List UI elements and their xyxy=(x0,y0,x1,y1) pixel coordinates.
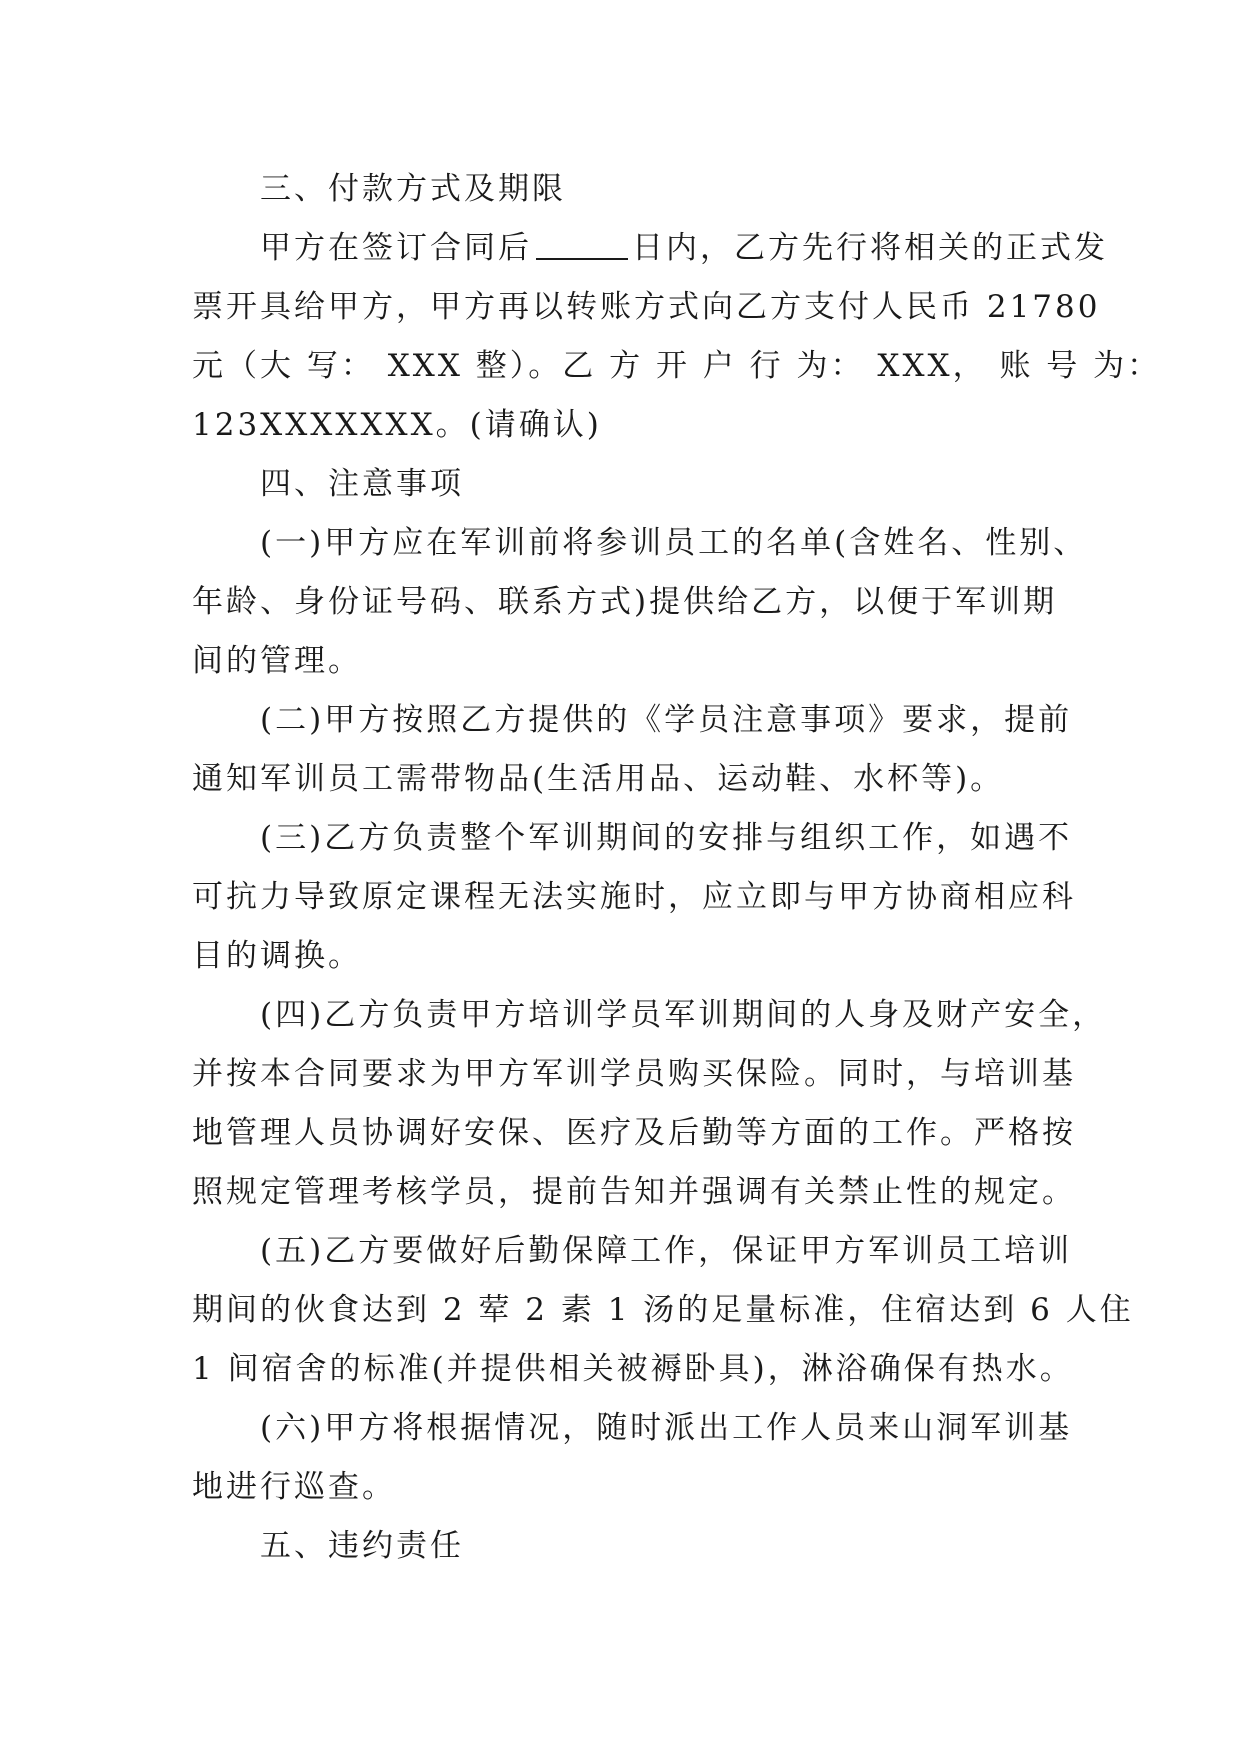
item-3-line-3: 目的调换。 xyxy=(192,938,362,974)
section-3-paragraph-line-2: 票开具给甲方，甲方再以转账方式向乙方支付人民币 21780 xyxy=(192,289,1101,325)
document-page xyxy=(192,160,1162,1576)
item-1-line-1: (一)甲方应在军训前将参训员工的名单(含姓名、性别、 xyxy=(260,525,1088,561)
item-1-line-3: 间的管理。 xyxy=(192,643,362,679)
item-3-line-1: (三)乙方负责整个军训期间的安排与组织工作，如遇不 xyxy=(260,820,1073,856)
text-after-blank: 日内，乙方先行将相关的正式发 xyxy=(632,230,1108,266)
section-4-title: 四、注意事项 xyxy=(260,466,464,502)
item-1-line-2: 年龄、身份证号码、联系方式)提供给乙方，以便于军训期 xyxy=(192,584,1058,620)
days-blank-field xyxy=(536,224,628,260)
item-6-line-2: 地进行巡查。 xyxy=(192,1469,396,1505)
item-4-line-3: 地管理人员协调好安保、医疗及后勤等方面的工作。严格按 xyxy=(192,1115,1076,1151)
item-4-line-2: 并按本合同要求为甲方军训学员购买保险。同时，与培训基 xyxy=(192,1056,1076,1092)
item-2-line-1: (二)甲方按照乙方提供的《学员注意事项》要求，提前 xyxy=(260,702,1073,738)
item-5-line-3: 1 间宿舍的标准(并提供相关被褥卧具)，淋浴确保有热水。 xyxy=(192,1351,1074,1387)
item-6-line-1: (六)甲方将根据情况，随时派出工作人员来山洞军训基 xyxy=(260,1410,1073,1446)
item-5-line-1: (五)乙方要做好后勤保障工作，保证甲方军训员工培训 xyxy=(260,1233,1073,1269)
item-2-line-2: 通知军训员工需带物品(生活用品、运动鞋、水杯等)。 xyxy=(192,761,1005,797)
section-3-paragraph-line-3: 元（大 写： XXX 整）。乙 方 开 户 行 为： XXX， 账 号 为： xyxy=(192,348,1162,384)
section-3-paragraph-line-1 xyxy=(192,219,1108,278)
section-3-title: 三、付款方式及期限 xyxy=(260,171,566,207)
item-4-line-1: (四)乙方负责甲方培训学员军训期间的人身及财产安全， xyxy=(260,997,1107,1033)
section-5-title: 五、违约责任 xyxy=(260,1528,464,1564)
section-3-paragraph-line-4: 123XXXXXXX。(请确认) xyxy=(192,407,602,443)
item-4-line-4: 照规定管理考核学员，提前告知并强调有关禁止性的规定。 xyxy=(192,1174,1076,1210)
text-before-blank: 甲方在签订合同后 xyxy=(260,230,532,266)
item-5-line-2: 期间的伙食达到 2 荤 2 素 1 汤的足量标准，住宿达到 6 人住 xyxy=(192,1292,1134,1328)
item-3-line-2: 可抗力导致原定课程无法实施时，应立即与甲方协商相应科 xyxy=(192,879,1076,915)
